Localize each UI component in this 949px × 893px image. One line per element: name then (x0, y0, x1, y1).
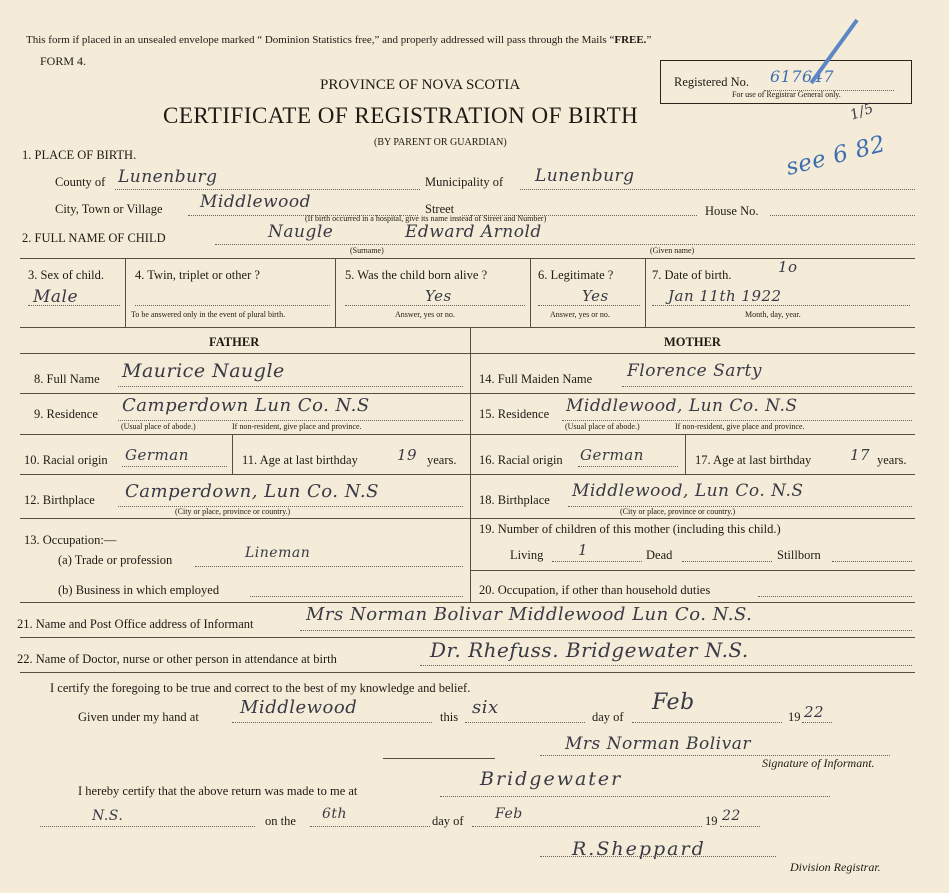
legit-note: Answer, yes or no. (550, 310, 610, 319)
house-label: House No. (705, 204, 759, 218)
hospital-note: (If birth occurred in a hospital, give its name instead of Street and Number) (305, 214, 547, 223)
mother-age-label: 17. Age at last birthday (695, 453, 812, 467)
mother-bp: Middlewood, Lun Co. N.S (572, 481, 804, 501)
mother-name: Florence Sarty (627, 361, 762, 381)
registrar-year-prefix: 19 (705, 814, 718, 828)
doctor-label: 22. Name of Doctor, nurse or other person in attendance at birth (17, 652, 337, 666)
occupation-label: 13. Occupation:— (24, 533, 117, 547)
father-res-note: (Usual place of abode.) (121, 422, 196, 431)
date-value: Jan 11th 1922 (668, 287, 782, 305)
mother-racial: German (580, 446, 644, 464)
twin-label: 4. Twin, triplet or other ? (135, 268, 260, 282)
registrar-place2: N.S. (92, 808, 124, 824)
city-label: City, Town or Village (55, 202, 163, 216)
municipality-label: Municipality of (425, 175, 504, 189)
certify-statement: I certify the foregoing to be true and correct to the best of my knowledge and belief. (50, 681, 471, 695)
child-given-name: Edward Arnold (405, 222, 542, 242)
mother-years: years. (877, 453, 907, 467)
city-value: Middlewood (200, 192, 312, 212)
father-racial-label: 10. Racial origin (24, 453, 108, 467)
province-title: PROVINCE OF NOVA SCOTIA (320, 77, 521, 93)
informant-signature: Mrs Norman Bolivar (565, 734, 751, 754)
mother-heading: MOTHER (664, 335, 721, 349)
place-label: 1. PLACE OF BIRTH. (22, 148, 137, 162)
given-month: Feb (652, 690, 695, 715)
year-prefix: 19 (788, 710, 801, 724)
informant-label: 21. Name and Post Office address of Informant (17, 617, 254, 631)
county-value: Lunenburg (118, 167, 218, 187)
date-label: 7. Date of birth. (652, 268, 732, 282)
given-year: 22 (804, 703, 825, 721)
living-value: 1 (578, 541, 589, 559)
registrar-label: Division Registrar. (790, 860, 881, 874)
father-name: Maurice Naugle (122, 360, 285, 382)
child-name-label: 2. FULL NAME OF CHILD (22, 231, 166, 245)
surname-caption: (Surname) (350, 246, 384, 255)
registered-label: Registered No. (674, 75, 749, 89)
mother-res-note: (Usual place of abode.) (565, 422, 640, 431)
registrar-signature: R.Sheppard (572, 838, 706, 860)
father-heading: FATHER (209, 335, 260, 349)
doctor-value: Dr. Rhefuss. Bridgewater N.S. (430, 638, 749, 662)
this-label: this (440, 710, 459, 724)
dead-label: Dead (646, 548, 673, 562)
signature-label: Signature of Informant. (762, 756, 875, 770)
trade-value: Lineman (245, 545, 311, 561)
father-age: 19 (397, 446, 418, 464)
father-age-label: 11. Age at last birthday (242, 453, 358, 467)
father-bp-note: (City or place, province or country.) (175, 507, 291, 516)
legit-value: Yes (582, 287, 609, 305)
mother-bp-label: 18. Birthplace (479, 493, 550, 507)
stillborn-label: Stillborn (777, 548, 821, 562)
municipality-value: Lunenburg (535, 166, 635, 186)
mother-racial-label: 16. Racial origin (479, 453, 563, 467)
alive-note: Answer, yes or no. (395, 310, 455, 319)
mail-note: This form if placed in an unsealed envelope marked “ Dominion Statistics free,” and properly addressed will pass through the Mails “FREE.” (26, 34, 652, 46)
father-res-label: 9. Residence (34, 407, 98, 421)
alive-value: Yes (425, 287, 452, 305)
father-res-note2: If non-resident, give place and province. (232, 422, 362, 431)
father-bp: Camperdown, Lun Co. N.S (125, 481, 379, 502)
given-label: Given under my hand at (78, 710, 199, 724)
business-label: (b) Business in which employed (58, 583, 220, 597)
on-label: on the (265, 814, 296, 828)
given-place: Middlewood (240, 697, 358, 718)
dayof-label: day of (592, 710, 624, 724)
trade-label: (a) Trade or profession (58, 553, 173, 567)
given-day: six (472, 697, 499, 718)
alive-label: 5. Was the child born alive ? (345, 268, 488, 282)
margin-mark: 1/5 (847, 100, 877, 124)
county-label: County of (55, 175, 106, 189)
mother-res-label: 15. Residence (479, 407, 550, 421)
registrar-month: Feb (495, 806, 523, 822)
registrar-place: Bridgewater (480, 768, 623, 790)
father-name-label: 8. Full Name (34, 372, 100, 386)
registered-number: 617647 (770, 67, 835, 86)
mother-bp-note: (City or place, province or country.) (620, 507, 736, 516)
page-title: CERTIFICATE OF REGISTRATION OF BIRTH (163, 103, 639, 128)
street-label: Street (425, 202, 455, 216)
registrar-day: 6th (322, 806, 348, 822)
informant-value: Mrs Norman Bolivar Middlewood Lun Co. N.S. (306, 604, 753, 625)
father-racial: German (125, 446, 189, 464)
father-res: Camperdown Lun Co. N.S (122, 395, 370, 416)
page-subtitle: (BY PARENT OR GUARDIAN) (374, 137, 507, 148)
registrar-statement: I hereby certify that the above return was made to me at (78, 784, 358, 798)
registrar-year: 22 (722, 808, 741, 824)
registrar-note: For use of Registrar General only. (732, 90, 841, 99)
mother-res: Middlewood, Lun Co. N.S (566, 396, 798, 416)
children-label: 19. Number of children of this mother (including this child.) (479, 522, 781, 536)
father-years: years. (427, 453, 457, 467)
legit-label: 6. Legitimate ? (538, 268, 614, 282)
twin-note: To be answered only in the event of plural birth. (131, 310, 286, 319)
father-bp-label: 12. Birthplace (24, 493, 95, 507)
mother-res-note2: If non-resident, give place and province. (675, 422, 805, 431)
living-label: Living (510, 548, 544, 562)
mother-occupation-label: 20. Occupation, if other than household duties (479, 583, 711, 597)
mother-age: 17 (850, 446, 871, 464)
child-surname: Naugle (268, 222, 334, 242)
registrar-dayof-label: day of (432, 814, 464, 828)
sex-label: 3. Sex of child. (28, 268, 105, 282)
date-note: Month, day, year. (745, 310, 801, 319)
margin-note: see 6 82 (783, 131, 889, 181)
form-number: FORM 4. (40, 54, 87, 68)
given-caption: (Given name) (650, 246, 695, 255)
date-mark: 1o (778, 258, 798, 276)
sex-value: Male (33, 287, 79, 307)
mother-name-label: 14. Full Maiden Name (479, 372, 593, 386)
